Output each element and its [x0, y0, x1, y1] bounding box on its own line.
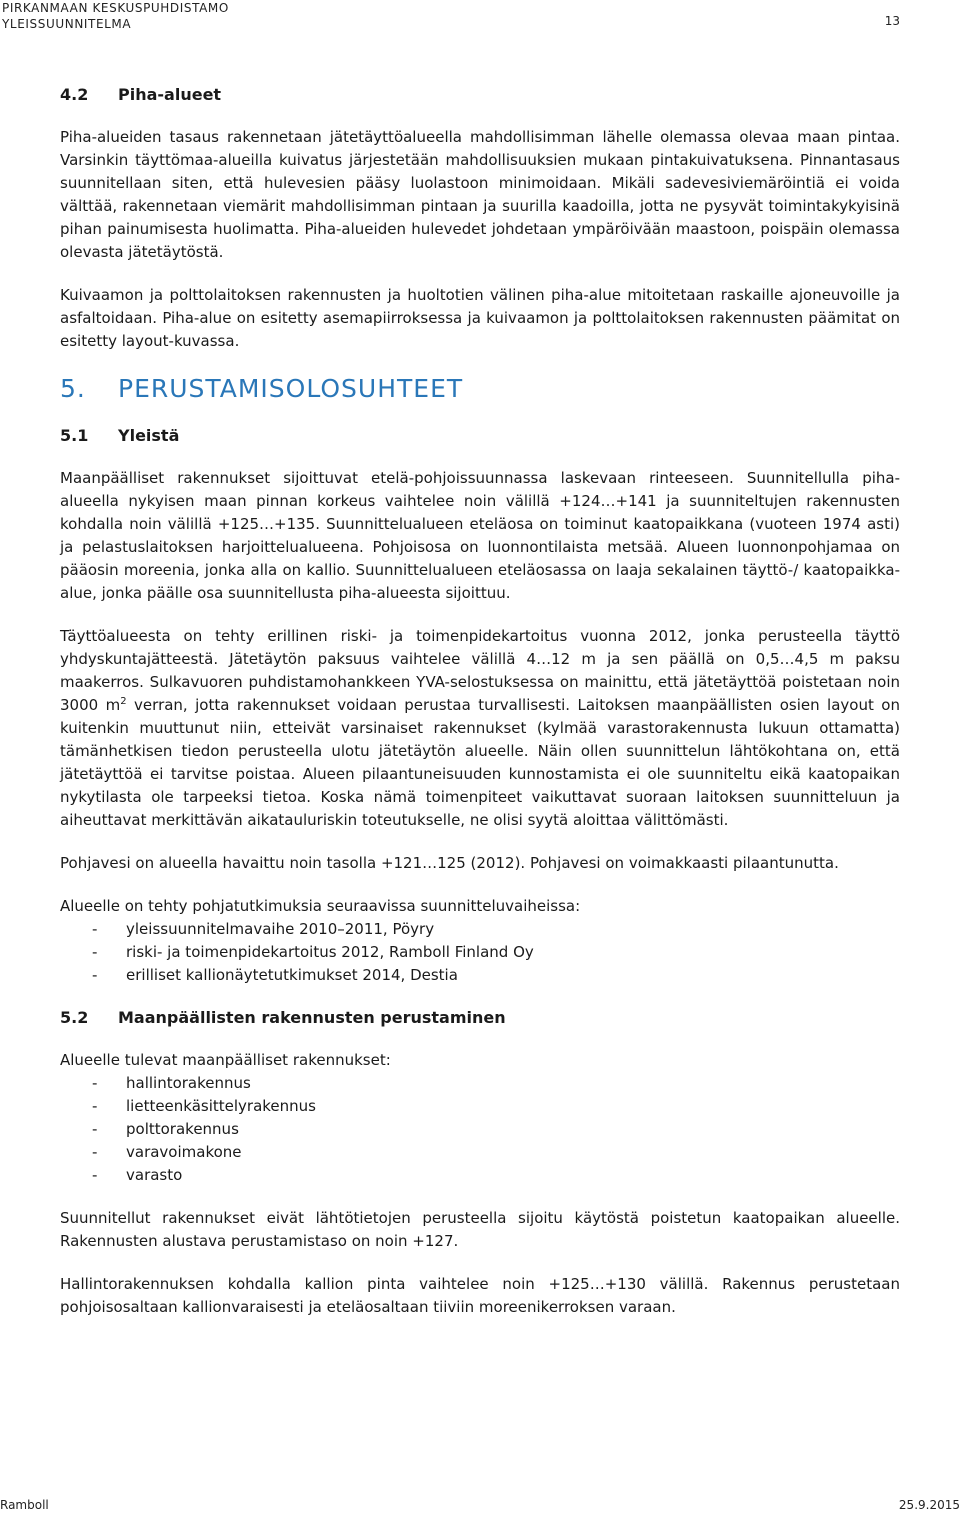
list-item: - lietteenkäsittelyrakennus	[60, 1095, 900, 1118]
list-item: - varasto	[60, 1164, 900, 1187]
heading-number: 5.	[60, 374, 86, 403]
heading-title: Maanpäällisten rakennusten perustaminen	[118, 1008, 506, 1027]
heading-number: 5.1	[60, 426, 89, 445]
footer-company: Ramboll	[0, 1498, 49, 1512]
header-document-title: YLEISSUUNNITELMA	[2, 17, 132, 31]
heading-title: Piha-alueet	[118, 85, 222, 104]
paragraph	[60, 625, 900, 832]
paragraph: Hallintorakennuksen kohdalla kallion pinta vaihtelee noin +125…+130 välillä. Rakennus perustetaan pohjoisosaltaan kallionvaraisesti ja eteläosaltaan tiiviin moreenikerroksen varaan.	[60, 1275, 900, 1316]
paragraph: Maanpäälliset rakennukset sijoittuvat etelä-pohjoissuunnassa laskevaan rinteeseen. Suunnitellulla piha-alueella nykyisen maan pinnan korkeus vaihtelee noin välillä +124…+141 ja suunniteltujen rakennusten kohdalla noin välillä +125…+135. Suunnittelualueen eteläosa on toiminut kaatopaikkana (vuoteen 1974 asti) ja pelastuslaitoksen harjoittelualueena. Pohjoisosa on luonnontilaista metsää. Alueen luonnonpohjamaa on pääosin moreenia, jonka alla on kallio. Suunnittelualueen eteläosassa on laaja sekalainen täyttö-/ kaatopaikka-alue, jonka päälle osa suunnitellusta piha-alueesta sijoittuu.	[60, 469, 900, 602]
building-list	[60, 1072, 900, 1187]
document-body	[60, 84, 900, 1339]
heading-number: 4.2	[60, 85, 89, 104]
paragraph-text: verran, jotta rakennukset voidaan perustaa turvallisesti. Laitoksen maanpäällisten osien layout on kuitenkin muuttunut niin, etteivät varsinaiset rakennukset (kylmää varastorakennusta lukuun ottamatta) tämänhetkisen tiedon perusteella ulotu jätetäytön alueelle. Näin ollen suunnittelun lähtökohtana on, että jätetäyttöä ei tarvitse poistaa. Alueen pilaantuneisuuden kunnostamista ei ole suunniteltu eikä kaatopaikan nykytilasta ole tarpeeksi tietoa. Koska nämä toimenpiteet vaikuttavat suoraan laitoksen suunnitteluun ja aiheuttavat merkittävän aikatauluriskin toteutukselle, ne olisi syytä aloittaa välittömästi.	[60, 696, 900, 829]
list-item: - hallintorakennus	[60, 1072, 900, 1095]
paragraph: Alueelle tulevat maanpäälliset rakennukset:	[60, 1051, 391, 1069]
paragraph-text: Täyttöalueesta on tehty erillinen riski- ja toimenpidekartoitus vuonna 2012, jonka perusteella täyttö yhdyskuntajätteestä. Jätetäytön paksuus vaihtelee välillä 4…12 m ja sen päällä on 0,5…4,5 m paksu maakerros. Sulkavuoren puhdistamohankkeen YVA-selostuksessa on mainittu, että jätetäyttöä poistetaan noin 3000 m	[60, 627, 900, 714]
header-organization: PIRKANMAAN KESKUSPUHDISTAMO	[2, 1, 229, 15]
heading-5	[60, 373, 900, 405]
footer-date: 25.9.2015	[898, 1498, 960, 1512]
study-list	[60, 918, 900, 987]
list-item: - varavoimakone	[60, 1141, 900, 1164]
paragraph: Piha-alueiden tasaus rakennetaan jätetäyttöalueella mahdollisimman lähelle olemassa olevaa maan pintaa. Varsinkin täyttömaa-alueilla kuivatus järjestetään mahdollisuuksien mukaan pintakuivatuksena. Pinnantasaus suunnitellaan siten, että hulevesien pääsy luolastoon minimoidaan. Mikäli sadevesiviemäröintiä ei voida välttää, rakennetaan viemärit mahdollisimman pintaan ja suurilla kaadoilla, jotta ne pysyvät toimintakykyisinä pihan painumisesta huolimatta. Piha-alueiden hulevedet johdetaan ympäröivään maastoon, poispäin olemassa olevasta jätetäytöstä.	[60, 128, 900, 261]
superscript: 2	[120, 696, 127, 707]
page-number: 13	[884, 14, 900, 28]
heading-number: 5.2	[60, 1008, 89, 1027]
list-item: - yleissuunnitelmavaihe 2010–2011, Pöyry	[60, 918, 900, 941]
paragraph: Suunnitellut rakennukset eivät lähtötietojen perusteella sijoitu käytöstä poistetun kaatopaikan alueelle. Rakennusten alustava perustamistaso on noin +127.	[60, 1209, 900, 1250]
paragraph: Pohjavesi on alueella havaittu noin tasolla +121…125 (2012). Pohjavesi on voimakkaasti pilaantunutta.	[60, 854, 839, 872]
heading-5-1	[60, 425, 900, 447]
page-header	[2, 0, 229, 32]
heading-4-2	[60, 84, 900, 106]
list-item: - erilliset kallionäytetutkimukset 2014, Destia	[60, 964, 900, 987]
heading-title: PERUSTAMISOLOSUHTEET	[118, 374, 464, 403]
paragraph: Kuivaamon ja polttolaitoksen rakennusten ja huoltotien välinen piha-alue mitoitetaan raskaille ajoneuvoille ja asfaltoidaan. Piha-alue on esitetty asemapiirroksessa ja kuivaamon ja polttolaitoksen rakennusten päämitat on esitetty layout-kuvassa.	[60, 286, 900, 350]
list-item: - polttorakennus	[60, 1118, 900, 1141]
heading-5-2	[60, 1007, 900, 1029]
paragraph: Alueelle on tehty pohjatutkimuksia seuraavissa suunnitteluvaiheissa:	[60, 897, 581, 915]
heading-title: Yleistä	[118, 426, 180, 445]
list-item: - riski- ja toimenpidekartoitus 2012, Ramboll Finland Oy	[60, 941, 900, 964]
